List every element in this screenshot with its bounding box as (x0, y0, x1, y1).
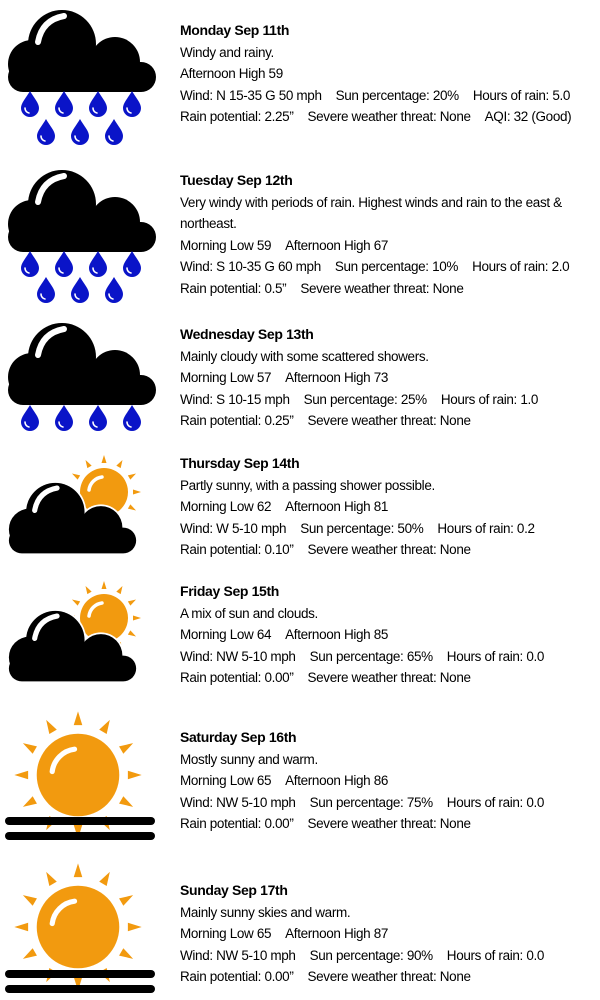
hours-of-rain: Hours of rain: 2.0 (472, 259, 570, 275)
sun-percentage: Sun percentage: 75% (309, 794, 433, 810)
aqi: AQI: 32 (Good) (484, 109, 572, 125)
wind: Wind: NW 5-10 mph (180, 648, 296, 664)
temperatures (180, 624, 590, 646)
morning-low: Morning Low 59 (180, 237, 272, 253)
wind-line (180, 256, 590, 278)
temperatures (180, 63, 590, 85)
wind: Wind: NW 5-10 mph (180, 794, 296, 810)
sunny-icon (0, 708, 165, 843)
afternoon-high: Afternoon High 81 (285, 499, 389, 515)
afternoon-high: Afternoon High 67 (285, 237, 389, 253)
sun-percentage: Sun percentage: 10% (334, 259, 459, 275)
severe-threat: Severe weather threat: None (307, 670, 471, 686)
day-summary: Mainly sunny skies and warm. (180, 904, 351, 920)
afternoon-high: Afternoon High 85 (285, 627, 389, 643)
temperatures (180, 770, 590, 792)
temperatures (180, 367, 590, 389)
rain-line (180, 410, 590, 432)
severe-threat: Severe weather threat: None (307, 542, 471, 558)
rain-line (180, 278, 590, 300)
wind: Wind: S 10-15 mph (180, 391, 290, 407)
sun-percentage: Sun percentage: 90% (309, 947, 433, 963)
day-summary: Mainly cloudy with some scattered showers. (180, 348, 429, 364)
rain-line (180, 106, 590, 128)
hours-of-rain: Hours of rain: 0.0 (446, 947, 545, 963)
day-summary: Partly sunny, with a passing shower possible. (180, 477, 435, 493)
severe-threat: Severe weather threat: None (300, 280, 464, 296)
day-title: Tuesday Sep 12th (180, 172, 293, 188)
wind: Wind: W 5-10 mph (180, 520, 287, 536)
temperatures (180, 235, 590, 257)
temperatures (180, 496, 590, 518)
rain-line (180, 966, 590, 988)
rain-line (180, 539, 590, 561)
sunny-icon (0, 860, 165, 998)
wind-line (180, 646, 590, 668)
sun-percentage: Sun percentage: 25% (303, 391, 427, 407)
severe-threat: Severe weather threat: None (307, 969, 471, 985)
rain-line (180, 813, 590, 835)
wind: Wind: NW 5-10 mph (180, 947, 296, 963)
rain-potential: Rain potential: 0.10” (180, 542, 294, 558)
hours-of-rain: Hours of rain: 0.2 (437, 520, 535, 536)
hours-of-rain: Hours of rain: 5.0 (472, 87, 571, 103)
wind: Wind: N 15-35 G 50 mph (180, 87, 322, 103)
severe-threat: Severe weather threat: None (307, 109, 471, 125)
day-summary: A mix of sun and clouds. (180, 605, 318, 621)
sun-percentage: Sun percentage: 65% (309, 648, 433, 664)
day-summary: Very windy with periods of rain. Highest winds and rain to the east & northeast. (180, 194, 562, 232)
rain-potential: Rain potential: 0.25” (180, 413, 294, 429)
sun-percentage: Sun percentage: 20% (335, 87, 459, 103)
afternoon-high: Afternoon High 59 (180, 66, 283, 82)
hours-of-rain: Hours of rain: 0.0 (446, 648, 545, 664)
morning-low: Morning Low 57 (180, 370, 272, 386)
morning-low: Morning Low 65 (180, 773, 272, 789)
day-title: Wednesday Sep 13th (180, 326, 314, 342)
wind: Wind: S 10-35 G 60 mph (180, 259, 321, 275)
wind-line (180, 389, 590, 411)
day-summary: Windy and rainy. (180, 44, 274, 60)
day-title: Sunday Sep 17th (180, 882, 288, 898)
severe-threat: Severe weather threat: None (307, 413, 471, 429)
afternoon-high: Afternoon High 86 (285, 773, 389, 789)
light-rain-icon (0, 315, 165, 440)
heavy-rain-icon (0, 162, 165, 312)
morning-low: Morning Low 64 (180, 627, 272, 643)
hours-of-rain: Hours of rain: 1.0 (440, 391, 539, 407)
day-summary: Mostly sunny and warm. (180, 751, 318, 767)
partly-cloudy-icon (0, 450, 165, 565)
rain-potential: Rain potential: 0.00” (180, 816, 294, 832)
rain-potential: Rain potential: 0.00” (180, 670, 294, 686)
heavy-rain-icon (0, 0, 165, 150)
day-title: Friday Sep 15th (180, 583, 280, 599)
rain-line (180, 667, 590, 689)
hours-of-rain: Hours of rain: 0.0 (446, 794, 545, 810)
sun-percentage: Sun percentage: 50% (300, 520, 424, 536)
morning-low: Morning Low 62 (180, 499, 272, 515)
afternoon-high: Afternoon High 73 (285, 370, 389, 386)
afternoon-high: Afternoon High 87 (285, 926, 389, 942)
partly-cloudy-icon (0, 578, 165, 693)
morning-low: Morning Low 65 (180, 926, 272, 942)
rain-potential: Rain potential: 2.25” (180, 109, 294, 125)
wind-line (180, 518, 590, 540)
day-title: Saturday Sep 16th (180, 729, 297, 745)
wind-line (180, 945, 590, 967)
day-title: Thursday Sep 14th (180, 455, 300, 471)
day-title: Monday Sep 11th (180, 22, 290, 38)
severe-threat: Severe weather threat: None (307, 816, 471, 832)
wind-line (180, 85, 590, 107)
wind-line (180, 792, 590, 814)
rain-potential: Rain potential: 0.00” (180, 969, 294, 985)
rain-potential: Rain potential: 0.5” (180, 280, 287, 296)
temperatures (180, 923, 590, 945)
